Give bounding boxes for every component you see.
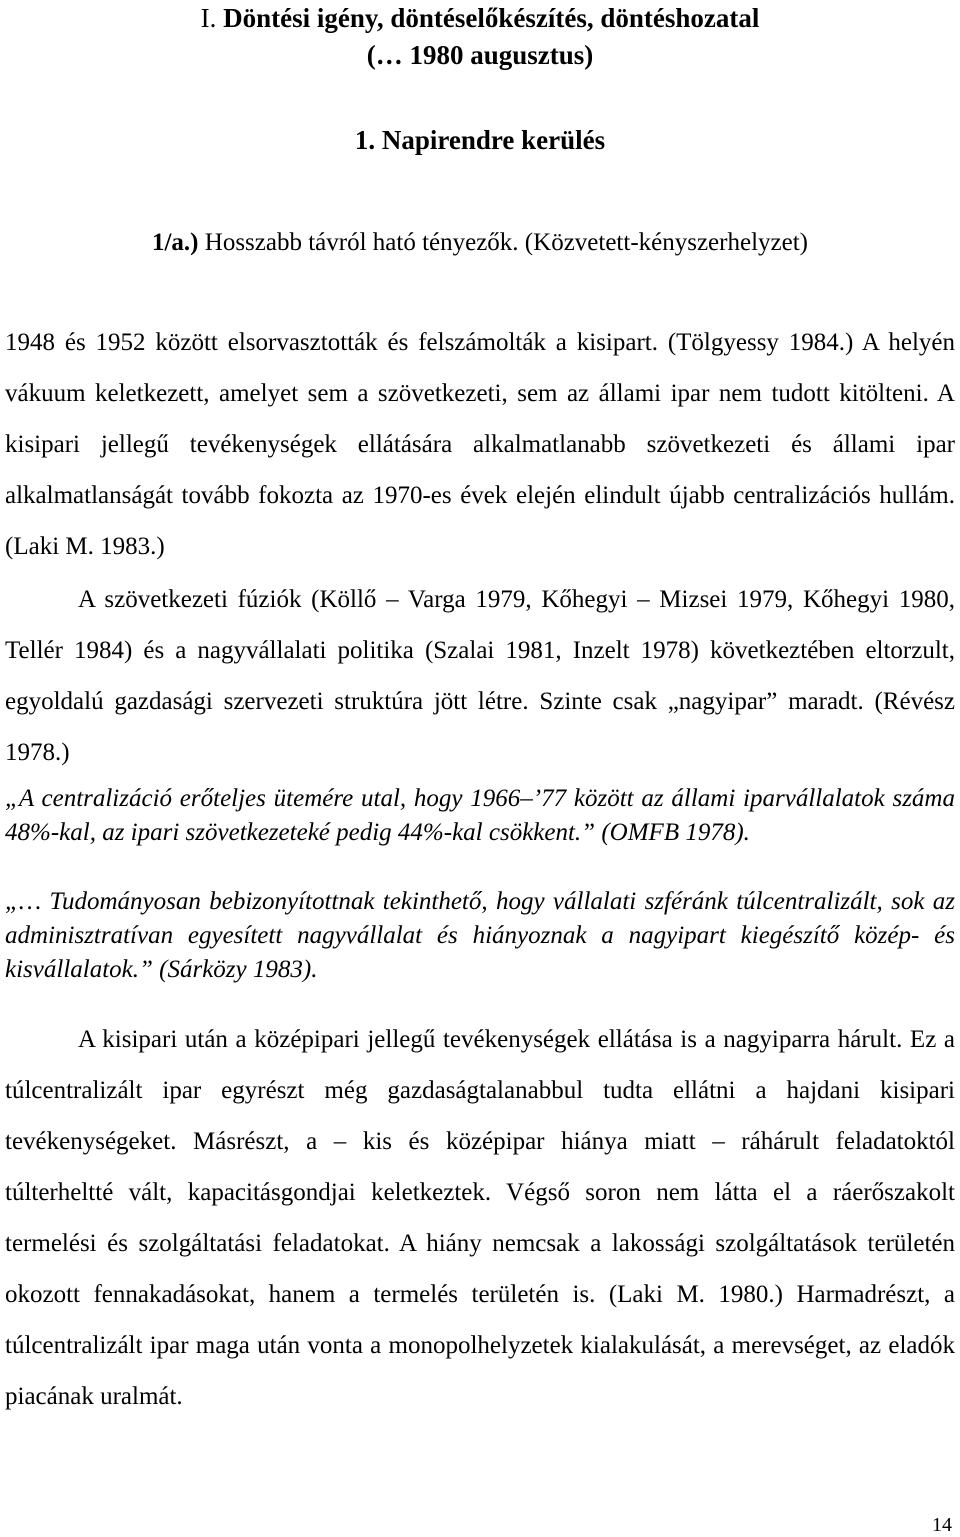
paragraph-1: 1948 és 1952 között elsorvasztották és felszámolták a kisipart. (Tölgyessy 1984.) A helyén vákuum keletkezett, amelyet sem a szövetkezeti, sem az állami ipar nem tudott kitölteni. A kisipari jellegű tevékenységek ellátására alkalmatlanabb szövetkezeti és állami ipar alkalmatlanságát tovább fokozta az 1970-es évek elején elindult újabb centralizációs hullám. (Laki M. 1983.): [5, 329, 955, 560]
page-number: 14: [932, 1514, 952, 1536]
chapter-title: [0, 1, 960, 35]
paragraph-3: A kisipari után a középipari jellegű tevékenységek ellátása is a nagyiparra hárult. Ez a túlcentralizált ipar egyrészt még gazdaságtalanabbul tudta ellátni a hajdani kisipari tevékenységeket. Másrészt, a – kis és középipar hiánya miatt – ráhárult feladatoktól túlterheltté vált, kapacitásgondjai keletkeztek. Végső soron nem látta el a ráerőszakolt termelési és szolgáltatási feladatokat. A hiány nemcsak a lakossági szolgáltatások területén okozott fennakadásokat, hanem a termelés területén is. (Laki M. 1980.) Harmadrészt, a túlcentralizált ipar maga után vonta a monopolhelyzetek kialakulását, a merevséget, az eladók piacának uralmát.: [5, 1026, 955, 1410]
section-title: 1. Napirendre kerülés: [354, 125, 606, 155]
quote-omfb: „A centralizáció erőteljes ütemére utal, hogy 1966–’77 között az állami iparvállalatok száma 48%-kal, az ipari szövetkezeteké pedig 44%-kal csökkent.” (OMFB 1978).: [5, 785, 955, 846]
chapter-title-text: Döntési igény, döntéselőkészítés, döntéshozatal: [223, 3, 760, 33]
subsection-number: 1/a.): [151, 229, 199, 256]
chapter-number: I.: [200, 3, 224, 33]
subsection-title-text: Hosszabb távról ható tényezők. (Közvetett-kényszerhelyzet): [198, 229, 808, 256]
subsection-title: [0, 227, 960, 259]
chapter-date-range: (… 1980 augusztus): [366, 40, 594, 70]
paragraph-2: A szövetkezeti fúziók (Köllő – Varga 1979, Kőhegyi – Mizsei 1979, Kőhegyi 1980, Tellér 1984) és a nagyvállalati politika (Szalai 1981, Inzelt 1978) következtében eltorzult, egyoldalú gazdasági szervezeti struktúra jött létre. Szinte csak „nagyipar” maradt. (Révész 1978.): [5, 586, 955, 766]
quote-sarkozy: „… Tudományosan bebizonyítottnak tekinthető, hogy vállalati szféránk túlcentralizált, sok az adminisztratívan egyesített nagyvállalat és hiányoznak a nagyipart kiegészítő közép- és kisvállalatok.” (Sárközy 1983).: [5, 888, 955, 983]
